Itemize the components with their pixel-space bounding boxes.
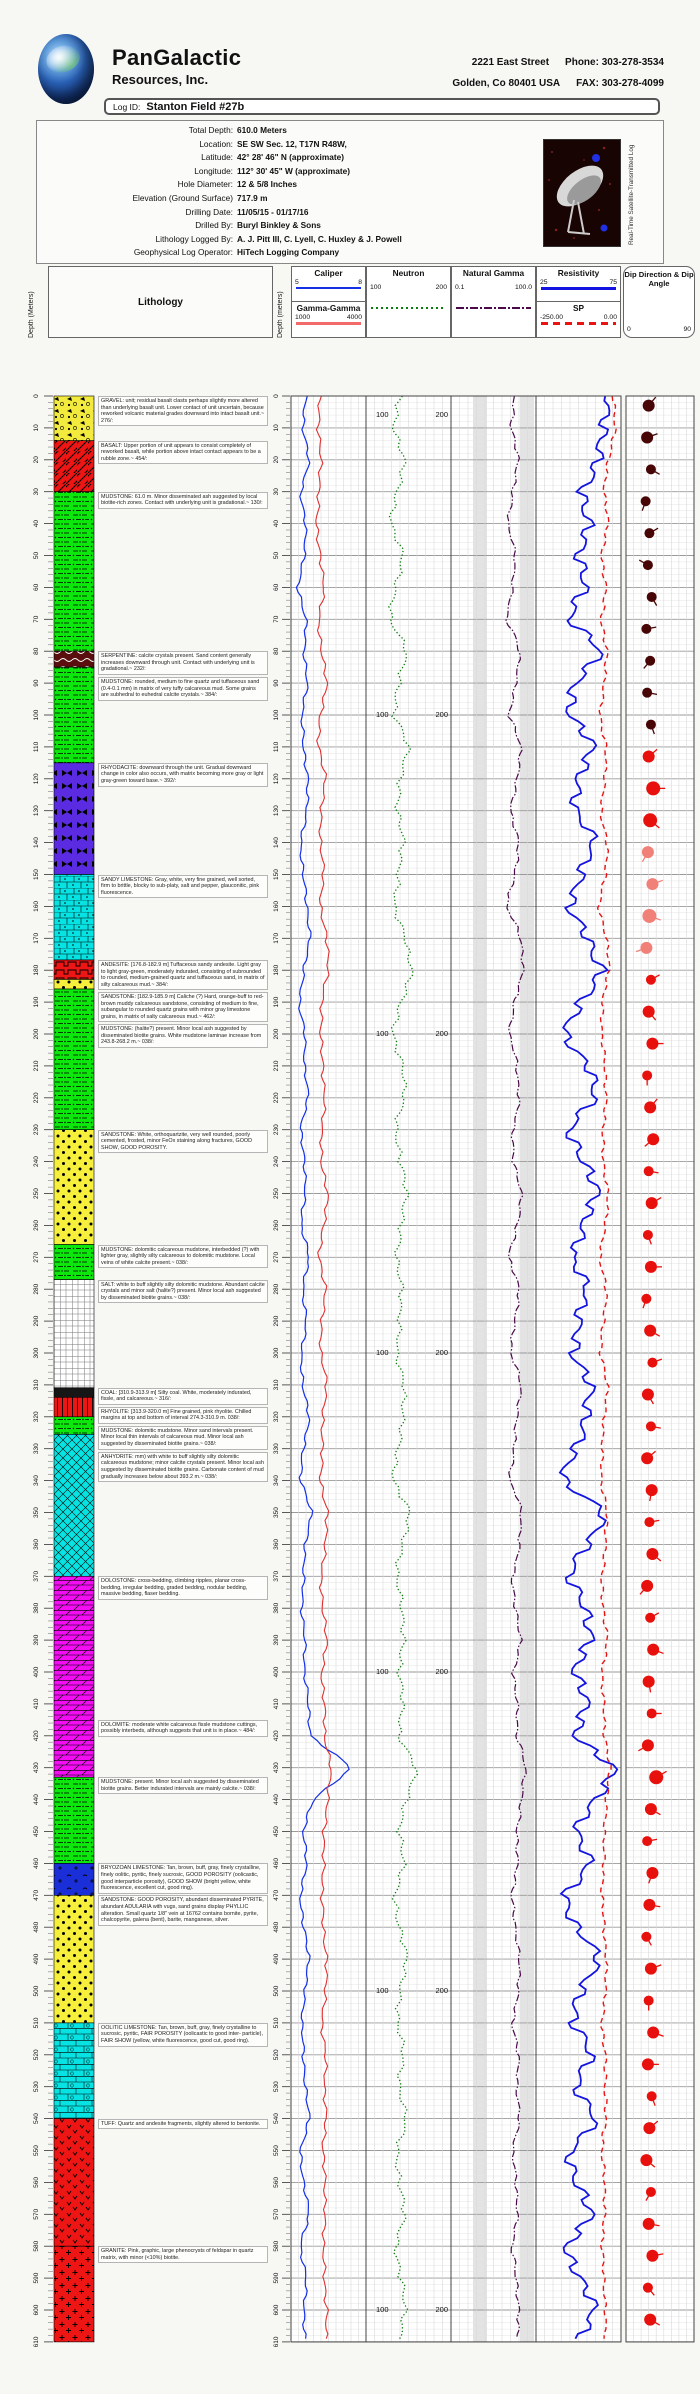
svg-text:40: 40	[273, 519, 280, 528]
svg-text:200: 200	[435, 2305, 448, 2314]
svg-text:30: 30	[273, 488, 280, 496]
gamma-gamma-max: 4000	[346, 314, 362, 321]
svg-text:160: 160	[33, 900, 40, 912]
lithology-description: COAL: [310.9-313.9 m] Silty coal. White, moderately indurated, fissle, and calcareous.~ 316/:	[98, 1388, 268, 1405]
litho-unit-gravel	[54, 396, 94, 441]
svg-text:370: 370	[33, 1570, 40, 1582]
sp-min: -250.00	[540, 314, 564, 321]
svg-text:490: 490	[33, 1953, 40, 1965]
svg-text:410: 410	[273, 1698, 280, 1710]
log-id-label: Log ID:	[113, 101, 141, 112]
lithology-description: MUDSTONE: 61.0 m. Minor disseminated ash suggested by local biotite-rich zones. Contact with underlying unit is gradational.~ 130/:	[98, 492, 268, 509]
well-info-row: Elevation (Ground Surface) 717.9 m	[132, 192, 268, 203]
svg-text:170: 170	[273, 932, 280, 944]
litho-unit-salt	[54, 1280, 94, 1388]
svg-text:400: 400	[33, 1666, 40, 1678]
svg-text:190: 190	[273, 996, 280, 1008]
svg-text:90: 90	[273, 679, 280, 687]
svg-text:320: 320	[273, 1411, 280, 1423]
litho-unit-coal	[54, 1388, 94, 1398]
svg-text:250: 250	[33, 1188, 40, 1199]
svg-text:290: 290	[33, 1315, 40, 1327]
svg-text:240: 240	[273, 1156, 280, 1168]
dip-max: 90	[683, 326, 691, 333]
well-info-row: Total Depth: 610.0 Meters	[188, 125, 287, 135]
svg-text:200: 200	[435, 1986, 448, 1995]
satellite-caption: Real-Time Satellite-Transmitted Log	[628, 144, 635, 245]
lithology-column	[54, 396, 94, 2342]
litho-unit-basalt	[54, 441, 94, 492]
svg-text:400: 400	[273, 1666, 280, 1678]
svg-text:430: 430	[33, 1762, 40, 1774]
svg-text:260: 260	[273, 1219, 280, 1231]
svg-text:250: 250	[273, 1188, 280, 1199]
lithology-description: MUDSTONE: dolomitic calcareous mudstone, interbedded (?) with lighter gray, slightly silty calcareous to dolomitic mudstone. Local veins of white calcite present.~ 038/:	[98, 1245, 268, 1269]
sp-title: SP	[572, 303, 585, 313]
svg-text:300: 300	[273, 1347, 280, 1359]
lithology-description: MUDSTONE: dolomitic mudstone. Minor sand intervals present. Minor local thin intervals of calcareous mud. Minor local ash suggested by disseminated biotite grains.~ 038/:	[98, 1426, 268, 1450]
svg-text:60: 60	[273, 583, 280, 592]
litho-unit-bryozoan_ls	[54, 1863, 94, 1895]
lithology-description: GRAVEL: unit; residual basalt clasts perhaps slightly more altered than underlying basalt unit. Lower contact of unit uncertain, because reworked volcanic material grades downward into intact basalt unit.~ 276/:	[98, 396, 268, 426]
well-info-row: Longitude: 112° 30' 45" W (approximate)	[194, 165, 350, 176]
svg-text:230: 230	[273, 1124, 280, 1136]
svg-text:20: 20	[273, 456, 280, 464]
svg-text:540: 540	[33, 2113, 40, 2125]
svg-text:120: 120	[273, 773, 280, 785]
lithology-description: SANDSTONE: White, orthoquartzite, very well rounded, poorly cemented, frosted, minor FeOx staining along fractures, GOOD SHOW, GOOD POROSITY.	[98, 1130, 268, 1154]
svg-text:540: 540	[273, 2113, 280, 2125]
svg-text:580: 580	[33, 2240, 40, 2252]
svg-text:200: 200	[435, 1348, 448, 1357]
svg-text:290: 290	[273, 1315, 280, 1327]
neutron-max: 200	[435, 284, 447, 291]
svg-text:220: 220	[273, 1092, 280, 1104]
svg-text:560: 560	[273, 2176, 280, 2188]
litho-unit-dot_ss	[54, 1895, 94, 2023]
svg-text:50: 50	[273, 551, 280, 560]
svg-text:110: 110	[273, 741, 280, 753]
svg-text:210: 210	[273, 1060, 280, 1072]
svg-text:550: 550	[33, 2145, 40, 2156]
svg-text:600: 600	[33, 2304, 40, 2316]
gamma-gamma-min: 1000	[295, 314, 311, 321]
svg-text:10: 10	[33, 424, 40, 432]
svg-text:160: 160	[273, 900, 280, 912]
svg-text:110: 110	[33, 741, 40, 753]
svg-text:610: 610	[33, 2336, 40, 2348]
svg-text:610: 610	[273, 2336, 280, 2348]
lithology-description: ANHYDRITE: mm) with white to buff slightly silty dolomitic calcareous mudstone; minor calcite crystals present. Minor local ash suggested by disseminated biotite grains. Carbonate content of mud gradually increases below about 393.2 m.~ 038/:	[98, 1452, 268, 1482]
well-info-row: Hole Diameter: 12 & 5/8 Inches	[177, 179, 297, 190]
lithology-description: SANDSTONE: GOOD POROSITY, abundant disseminated PYRITE, abundant ADULARIA with vugs, sand grains display PHYLLIC alteration. Small quartz 1/8" vein at 16762 contains bornite, pyrite, chalcopyrite, galena (bent), barite, manganese, silver.	[98, 1895, 268, 1925]
svg-text:380: 380	[33, 1602, 40, 1614]
svg-text:530: 530	[33, 2081, 40, 2093]
litho-unit-dot_ss	[54, 979, 94, 989]
svg-text:370: 370	[273, 1570, 280, 1582]
lithology-description: SALT: white to buff slightly silty dolomitic mudstone. Abundant calcite crystals and minor salt (halite?) present. Minor local ash suggested by disseminated biotite grains.~ 038/:	[98, 1280, 268, 1304]
well-info-row: Latitude: 42° 28' 46" N (approximate)	[201, 152, 344, 163]
litho-unit-dot_ss	[54, 1130, 94, 1245]
svg-text:390: 390	[33, 1634, 40, 1646]
svg-text:130: 130	[33, 805, 40, 817]
fax-line: FAX: 303-278-4099	[576, 78, 664, 89]
neutron-min: 100	[370, 284, 382, 291]
resistivity-max: 75	[609, 279, 617, 286]
lithology-description: RHYOLITE: [313.9-320.0 m] Fine grained, pink rhyolite. Chilled margins at top and bottom of interval 274.3-310.9 m. 038/:	[98, 1407, 268, 1424]
svg-text:140: 140	[33, 837, 40, 849]
svg-text:200: 200	[273, 1028, 280, 1040]
svg-text:490: 490	[273, 1953, 280, 1965]
litho-unit-mudstone	[54, 1417, 94, 1435]
company-subtitle: Resources, Inc.	[112, 72, 209, 88]
lithology-column-header: Lithology	[48, 266, 273, 338]
svg-text:550: 550	[273, 2145, 280, 2156]
resistivity-title: Resistivity	[557, 268, 600, 278]
litho-unit-sandy_ls	[54, 875, 94, 960]
svg-text:500: 500	[33, 1985, 40, 1997]
svg-text:590: 590	[273, 2272, 280, 2284]
svg-text:0: 0	[273, 394, 280, 398]
svg-text:470: 470	[273, 1889, 280, 1901]
svg-text:100: 100	[376, 1029, 389, 1038]
litho-unit-mudstone	[54, 1777, 94, 1863]
svg-text:30: 30	[33, 488, 40, 496]
svg-text:340: 340	[273, 1475, 280, 1487]
svg-text:230: 230	[33, 1124, 40, 1136]
svg-text:510: 510	[33, 2017, 40, 2029]
svg-text:570: 570	[33, 2208, 40, 2220]
depth-axis-label-left: Depth (Meters)	[28, 291, 35, 338]
svg-text:100: 100	[376, 2305, 389, 2314]
svg-text:20: 20	[33, 456, 40, 464]
svg-text:570: 570	[273, 2208, 280, 2220]
svg-text:330: 330	[33, 1443, 40, 1455]
lithology-description: MUDSTONE: rounded, medium to fine quartz and tuffaceous sand (0.4-0.1 mm) in matrix of very tuffy calcareous mud. Some grains are subhedral to euhedral calcite crystals.~ 384/:	[98, 677, 268, 701]
resistivity-min: 25	[540, 279, 548, 286]
svg-text:60: 60	[33, 583, 40, 592]
svg-text:100: 100	[376, 410, 389, 420]
litho-unit-dolostone	[54, 1576, 94, 1777]
svg-text:200: 200	[435, 1667, 448, 1676]
svg-text:100: 100	[376, 1986, 389, 1995]
well-info-row: Lithology Logged By: A. J. Pitt III, C. Lyell, C. Huxley & J. Powell	[155, 233, 402, 244]
well-info-row: Location: SE SW Sec. 12, T17N R48W,	[199, 138, 347, 149]
svg-text:350: 350	[33, 1507, 40, 1518]
svg-text:100: 100	[376, 1667, 389, 1676]
svg-text:420: 420	[273, 1730, 280, 1742]
caliper-max: 8	[358, 279, 362, 286]
svg-text:310: 310	[273, 1379, 280, 1391]
lithology-description: SANDSTONE: [182.9-185.9 m] Caliche (?) Hard, orange-buff to red-brown muddy calcareous sandstone, consisting of medium to fine, subangular to rounded quartz grains with minor gray limestone grains, in matrix of salty calcareous mud.~ 462/:	[98, 992, 268, 1022]
svg-text:100: 100	[33, 709, 40, 721]
gamma-gamma-title: Gamma-Gamma	[296, 303, 361, 313]
svg-text:200: 200	[435, 710, 448, 719]
lithology-description: OOLITIC LIMESTONE: Tan, brown, buff, gray, finely crystalline to sucrosic, pyritic, FAIR POROSITY (oolicastic to good inter- particle), FAIR SHOW (yellow, white fluorescence, good cut, good ring).	[98, 2023, 268, 2047]
well-info-row: Drilled By: Buryl Binkley & Sons	[195, 220, 321, 231]
svg-text:280: 280	[273, 1283, 280, 1295]
natural-gamma-min: 0.1	[455, 284, 465, 291]
svg-text:350: 350	[273, 1507, 280, 1518]
svg-text:80: 80	[33, 647, 40, 655]
lithology-description: TUFF: Quartz and andesite fragments, slightly altered to bentonite.	[98, 2119, 268, 2130]
lithology-description: DOLOSTONE: cross-bedding, climbing ripples, planar cross-bedding, irregular bedding, graded bedding, nodular bedding, massive bedding, flaser bedding.	[98, 1576, 268, 1600]
lithology-description: BASALT: Upper portion of unit appears to consist completely of reworked basalt, while portion above intact contact appears to be a rubble zone.~ 454/:	[98, 441, 268, 465]
litho-unit-serpentine	[54, 651, 94, 667]
svg-text:180: 180	[33, 964, 40, 976]
litho-unit-mudstone	[54, 492, 94, 652]
svg-text:100: 100	[376, 1348, 389, 1357]
svg-text:410: 410	[33, 1698, 40, 1710]
well-info-row: Geophysical Log Operator: HiTech Logging Company	[133, 247, 340, 258]
litho-unit-rhyolite	[54, 1397, 94, 1416]
svg-text:180: 180	[273, 964, 280, 976]
depth-axis-label-right: Depth (meters)	[277, 291, 284, 338]
svg-text:100: 100	[376, 710, 389, 719]
litho-unit-mudstone	[54, 1245, 94, 1280]
caliper-min: 5	[295, 279, 299, 286]
svg-text:90: 90	[33, 679, 40, 687]
svg-text:530: 530	[273, 2081, 280, 2093]
svg-text:200: 200	[435, 1029, 448, 1038]
svg-text:300: 300	[33, 1347, 40, 1359]
svg-text:560: 560	[33, 2176, 40, 2188]
svg-text:170: 170	[33, 932, 40, 944]
svg-text:340: 340	[33, 1475, 40, 1487]
svg-text:480: 480	[33, 1921, 40, 1933]
company-name: PanGalactic	[112, 45, 242, 70]
svg-text:510: 510	[273, 2017, 280, 2029]
svg-text:150: 150	[33, 869, 40, 880]
svg-text:600: 600	[273, 2304, 280, 2316]
svg-text:500: 500	[273, 1985, 280, 1997]
svg-text:390: 390	[273, 1634, 280, 1646]
svg-text:520: 520	[273, 2049, 280, 2061]
litho-unit-oolitic_ls	[54, 2023, 94, 2119]
svg-text:220: 220	[33, 1092, 40, 1104]
svg-text:210: 210	[33, 1060, 40, 1072]
svg-text:70: 70	[273, 615, 280, 623]
svg-text:480: 480	[273, 1921, 280, 1933]
svg-text:50: 50	[33, 551, 40, 560]
lithology-description: BRYOZOAN LIMESTONE: Tan, brown, buff, gray, finely crystalline, finely oolitic, pyritic, finely sucrosic, GOOD POROSITY (oolicastic, good interparticle porosity), GOOD SHOW (bright yellow, white fluorescence, excellent cut, good ring).	[98, 1863, 268, 1893]
litho-unit-granite	[54, 2246, 94, 2342]
svg-text:520: 520	[33, 2049, 40, 2061]
lithology-description: RHYODACITE: downward through the unit. Gradual downward change in color also occurs, with matrix becoming more gray or light gray-green toward base.~ 392/:	[98, 763, 268, 787]
natural-gamma-max: 100.0	[514, 284, 532, 291]
svg-text:10: 10	[273, 424, 280, 432]
svg-text:40: 40	[33, 519, 40, 528]
svg-text:150: 150	[273, 869, 280, 880]
litho-unit-rhyodacite	[54, 763, 94, 875]
address-line: 2221 East Street	[471, 57, 550, 68]
litho-unit-tuff	[54, 2119, 94, 2247]
lithology-description: MUDSTONE: (halite?) present. Minor local ash suggested by disseminated biotite grains. White mudstone laminae increase from 243.8-268.2 m.~ 038/:	[98, 1024, 268, 1048]
svg-text:270: 270	[273, 1251, 280, 1263]
lithology-description: SERPENTINE: calcite crystals present. Sand content generally increases downward through unit. Contact with underlying unit is gradational.~ 232/:	[98, 651, 268, 675]
svg-text:460: 460	[273, 1857, 280, 1869]
svg-text:430: 430	[273, 1762, 280, 1774]
lithology-description: GRANITE: Pink, graphic, large phenocrysts of feldspar in quartz matrix, with minor (<10%) biotite.	[98, 2246, 268, 2263]
svg-text:470: 470	[33, 1889, 40, 1901]
svg-text:590: 590	[33, 2272, 40, 2284]
neutron-title: Neutron	[392, 268, 425, 278]
svg-text:240: 240	[33, 1156, 40, 1168]
lithology-description: MUDSTONE: present. Minor local ash suggested by disseminated biotite grains. Better indurated intervals are mainly calcite.~ 038/:	[98, 1777, 268, 1794]
svg-text:330: 330	[273, 1443, 280, 1455]
svg-text:440: 440	[273, 1794, 280, 1806]
svg-text:380: 380	[273, 1602, 280, 1614]
city-line: Golden, Co 80401 USA	[452, 78, 561, 89]
svg-text:310: 310	[33, 1379, 40, 1391]
sp-max: 0.00	[603, 314, 617, 321]
log-id-value: Stanton Field #27b	[146, 100, 245, 113]
lithology-description: ANDESITE: [176.8-182.9 m] Tuffaceous sandy andesite. Light gray to light gray-green, moderately indurated, consisting of subrounded to rounded, medium-grained quartz and tuffaceous sand, in matrix of silty calcareous mud.~ 384/:	[98, 960, 268, 990]
svg-text:360: 360	[273, 1538, 280, 1550]
dip-min: 0	[627, 326, 631, 333]
lithology-description: DOLOMITE: moderate white calcareous fissle mudstone cuttings, possibly interbeds, although suggests that unit is in place.~ 484/:	[98, 1720, 268, 1737]
well-info-row: Drilling Date: 11/05/15 - 01/17/16	[185, 206, 309, 217]
natural-gamma-title: Natural Gamma	[462, 268, 525, 278]
svg-text:360: 360	[33, 1538, 40, 1550]
svg-text:120: 120	[33, 773, 40, 785]
svg-text:270: 270	[33, 1251, 40, 1263]
svg-text:450: 450	[33, 1826, 40, 1837]
svg-text:450: 450	[273, 1826, 280, 1837]
svg-text:130: 130	[273, 805, 280, 817]
svg-text:0: 0	[33, 394, 40, 398]
dip-title: Dip Direction & Dip Angle	[624, 270, 694, 288]
svg-text:420: 420	[33, 1730, 40, 1742]
litho-unit-mudstone	[54, 989, 94, 1130]
svg-text:200: 200	[435, 410, 448, 420]
svg-text:260: 260	[33, 1219, 40, 1231]
lithology-description: SANDY LIMESTONE: Gray, white, very fine grained, well sorted, firm to brittle, blocky to sub-platy, salt and pepper, glauconitic, pink fluorescence.	[98, 875, 268, 899]
litho-unit-mudstone	[54, 667, 94, 763]
svg-text:140: 140	[273, 837, 280, 849]
phone-line: Phone: 303-278-3534	[565, 57, 664, 68]
svg-text:190: 190	[33, 996, 40, 1008]
svg-text:100: 100	[273, 709, 280, 721]
svg-text:200: 200	[33, 1028, 40, 1040]
dip-track-bg	[626, 396, 694, 2342]
caliper-title: Caliper	[314, 268, 343, 278]
svg-text:280: 280	[33, 1283, 40, 1295]
svg-text:320: 320	[33, 1411, 40, 1423]
svg-text:70: 70	[33, 615, 40, 623]
svg-text:580: 580	[273, 2240, 280, 2252]
svg-text:460: 460	[33, 1857, 40, 1869]
litho-unit-andesite	[54, 960, 94, 979]
svg-text:440: 440	[33, 1794, 40, 1806]
svg-text:80: 80	[273, 647, 280, 655]
litho-unit-anhydrite	[54, 1434, 94, 1576]
